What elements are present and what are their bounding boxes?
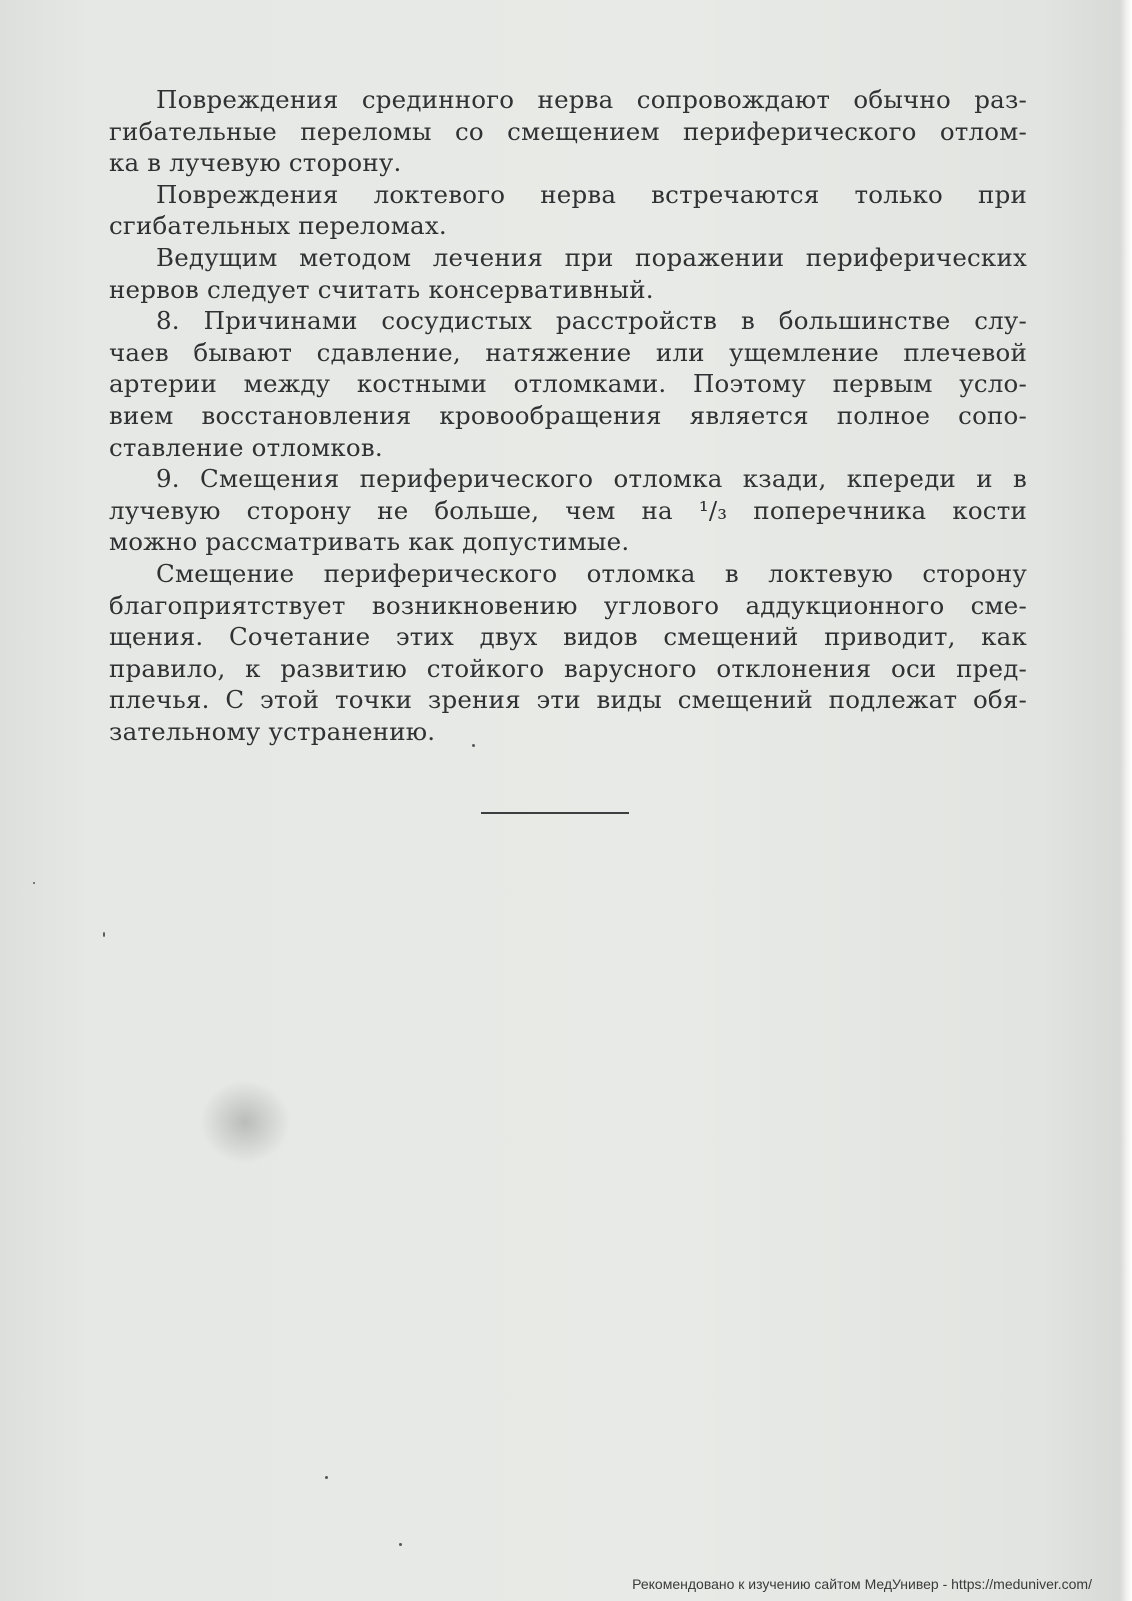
text-line: благоприятствует возникновению углового аддукционного сме- <box>109 590 1027 620</box>
dust-speck <box>472 744 475 747</box>
text-line: Смещение периферического отломка в локтевую сторону <box>156 558 1027 588</box>
body-text <box>109 84 1027 747</box>
text-line: чаев бывают сдавление, натяжение или ущемление плечевой <box>109 337 1027 367</box>
text-line: Повреждения локтевого нерва встречаются только при <box>156 179 1027 209</box>
text-line: нервов следует считать консервативный. <box>109 274 654 304</box>
dust-speck <box>325 1476 328 1479</box>
text-line: лучевую сторону не больше, чем на ¹/₃ поперечника кости <box>109 495 1027 525</box>
text-line: зательному устранению. <box>109 716 436 746</box>
dust-speck <box>33 882 35 884</box>
text-line: Повреждения срединного нерва сопровождают обычно раз- <box>156 85 1027 114</box>
section-end-rule <box>481 812 629 814</box>
text-line: вием восстановления кровообращения является полное сопо- <box>109 400 1027 430</box>
dust-speck <box>103 932 105 937</box>
text-line: гибательные переломы со смещением периферического отлом- <box>109 116 1027 146</box>
page-edge <box>1120 0 1132 1601</box>
text-line: артерии между костными отломками. Поэтому первым усло- <box>109 369 1027 399</box>
watermark-link[interactable]: Рекомендовано к изучению сайтом МедУнивер - https://meduniver.com/ <box>632 1576 1092 1592</box>
text-line: ка в лучевую сторону. <box>109 148 402 178</box>
text-line: ставление отломков. <box>109 432 383 462</box>
text-line: Ведущим методом лечения при поражении периферических <box>156 242 1027 272</box>
text-line: правило, к развитию стойкого варусного отклонения оси пред- <box>109 653 1027 683</box>
text-line: плечья. С этой точки зрения эти виды смещений подлежат обя- <box>109 685 1027 715</box>
dust-speck <box>399 1543 402 1546</box>
text-line: 9. Смещения периферического отломка кзади, кпереди и в <box>156 464 1027 494</box>
text-line: 8. Причинами сосудистых расстройств в большинстве слу- <box>156 306 1027 336</box>
text-line: сгибательных переломах. <box>109 211 447 241</box>
text-line: можно рассматривать как допустимые. <box>109 527 630 557</box>
text-line: щения. Сочетание этих двух видов смещений приводит, как <box>109 622 1027 652</box>
